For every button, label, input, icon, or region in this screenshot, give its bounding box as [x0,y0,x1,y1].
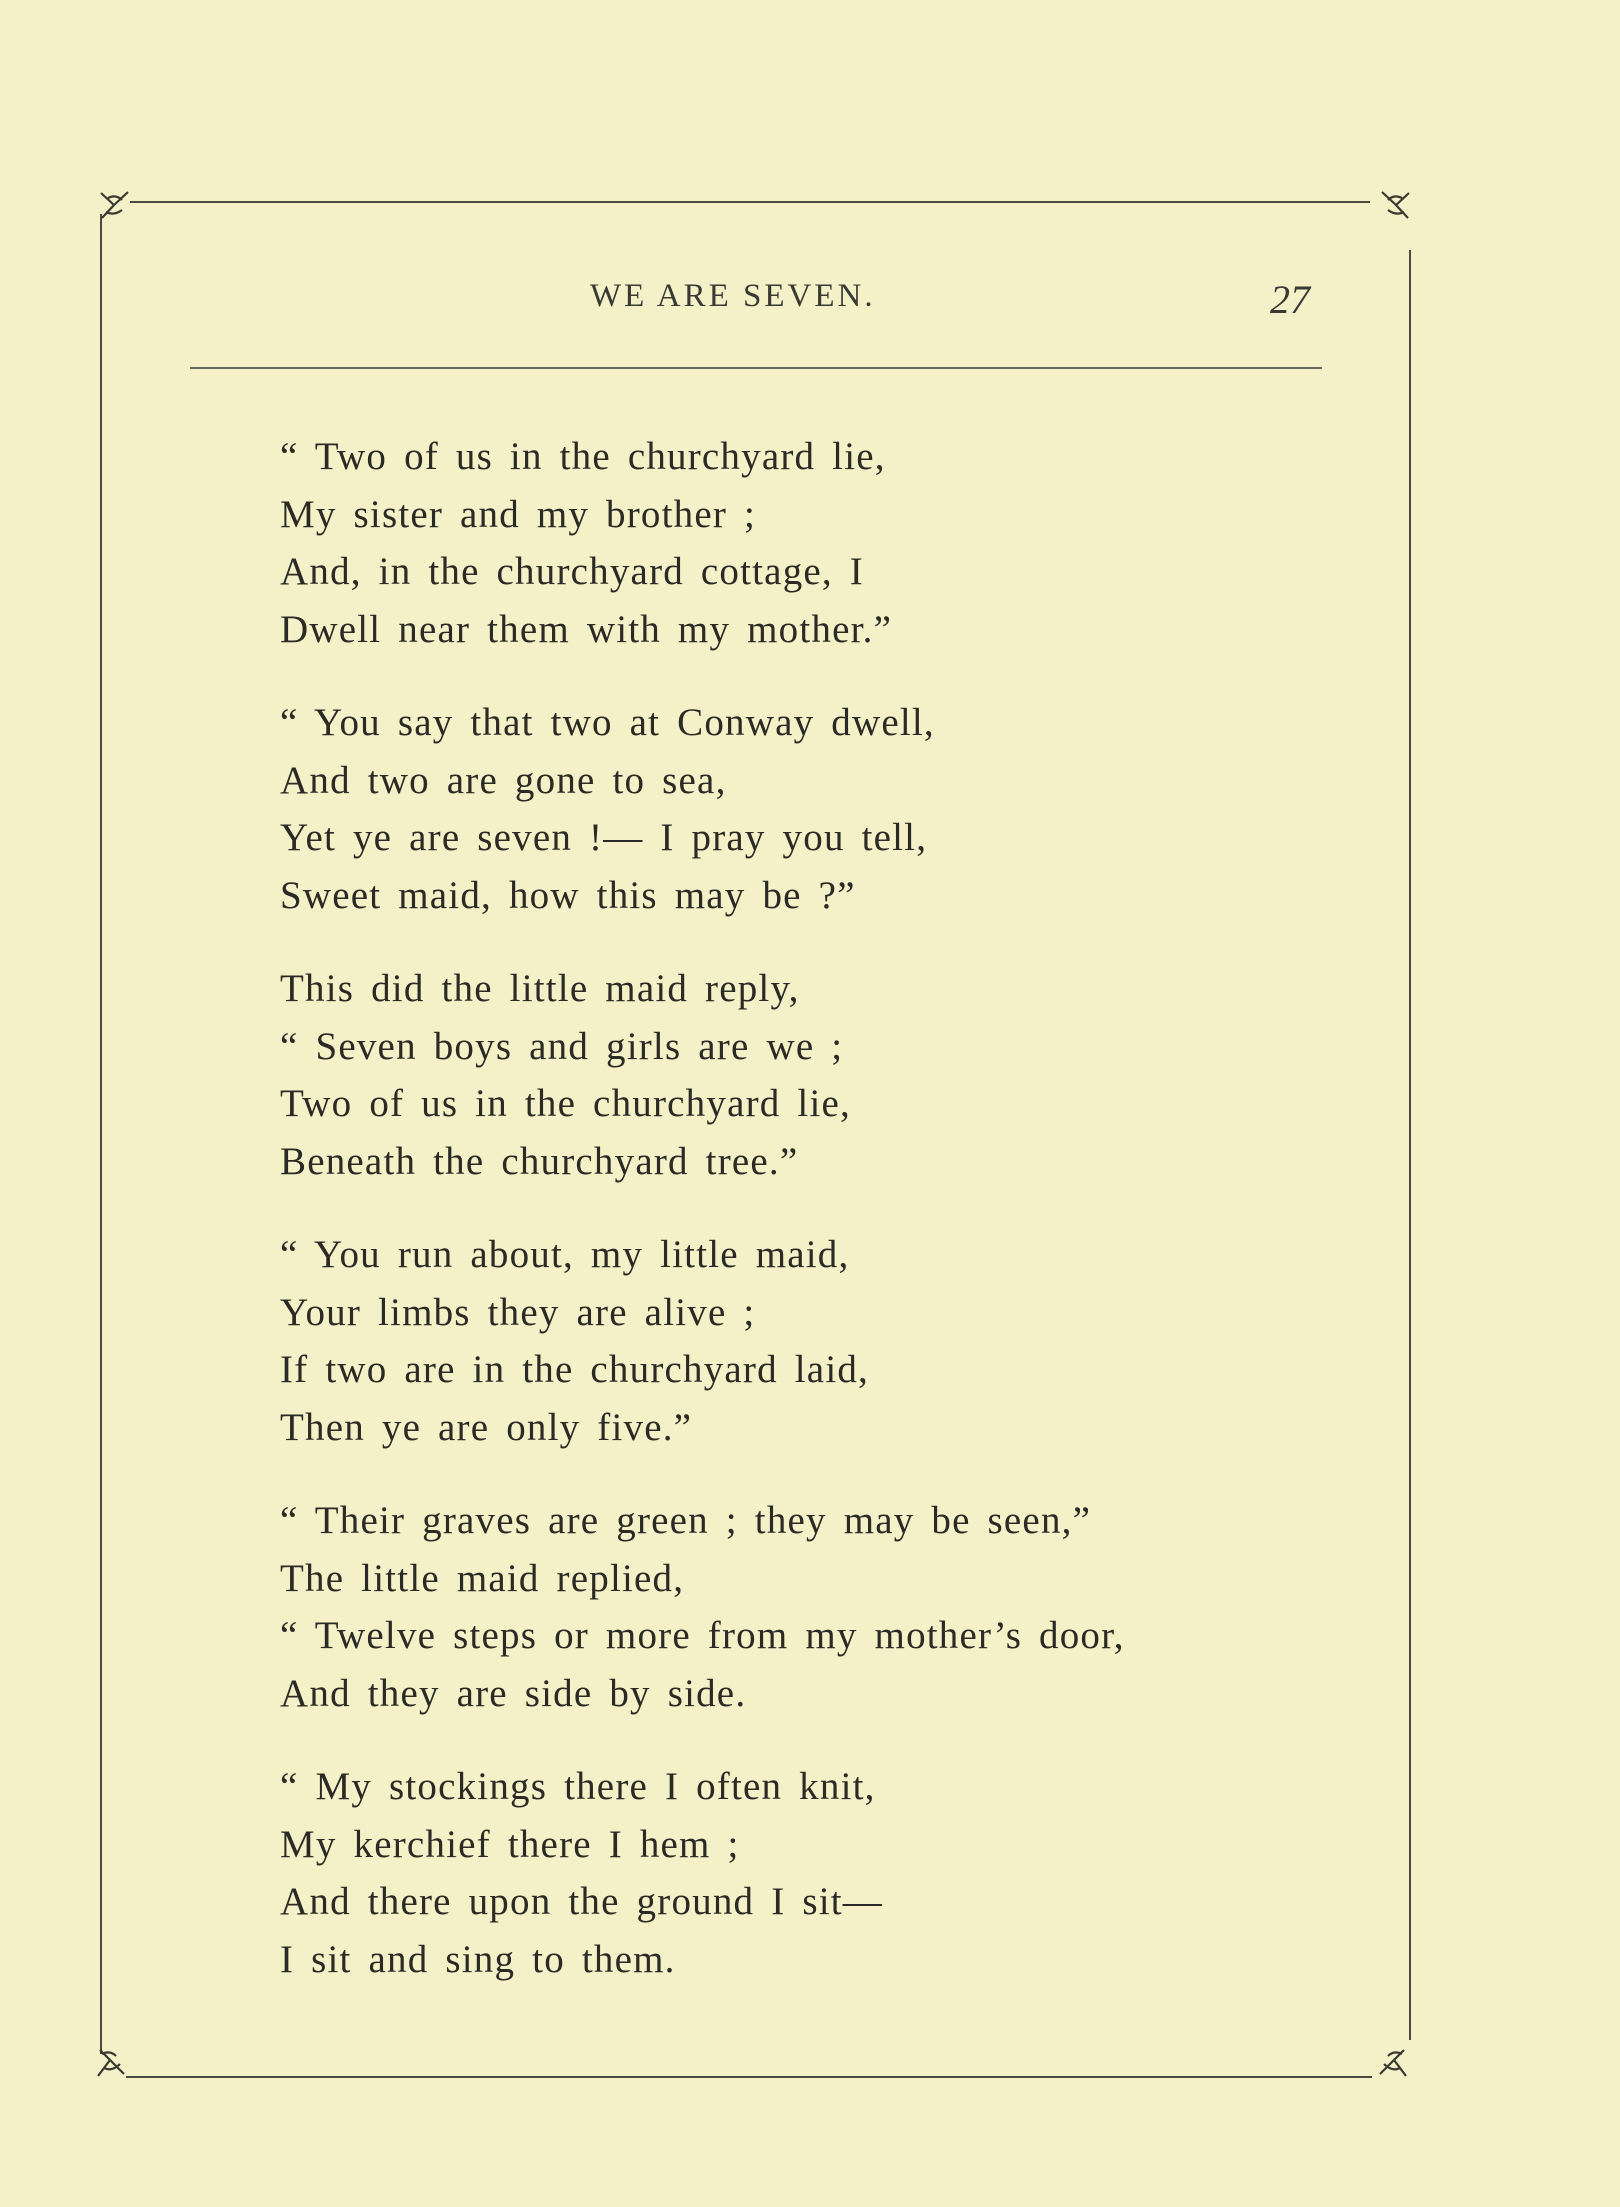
verse-line: Then ye are only five.” [280,1405,693,1449]
running-title: WE ARE SEVEN. [590,278,876,314]
verse-line: “ My stockings there I often knit, [280,1765,876,1808]
corner-ornament-top-left-icon [98,188,132,222]
frame-right-rule [1409,250,1411,2040]
verse-line: Dwell near them with my mother.” [280,607,893,651]
stanza [280,428,1280,658]
verse-line: My kerchief there I hem ; [280,1822,740,1866]
stanza [280,1492,1280,1722]
verse-line: “ You say that two at Conway dwell, [280,701,935,744]
verse-line: Sweet maid, how this may be ?” [280,873,856,917]
stanza [280,694,1280,924]
verse-line: Beneath the churchyard tree.” [280,1139,799,1183]
verse-line: “ Twelve steps or more from my mother’s door, [280,1614,1125,1657]
page-header [190,278,1320,338]
stanza [280,1758,1280,1988]
page-number: 27 [1270,277,1310,322]
verse-line: The little maid replied, [280,1556,685,1600]
verse-line: And two are gone to sea, [280,758,727,802]
verse-line: “ You run about, my little maid, [280,1233,850,1276]
header-rule [190,367,1322,369]
verse-line: This did the little maid reply, [280,967,800,1010]
verse-line: “ Seven boys and girls are we ; [280,1024,844,1068]
frame-top-rule [130,201,1370,203]
verse-line: “ Two of us in the churchyard lie, [280,435,886,478]
verse-line: Two of us in the churchyard lie, [280,1082,851,1125]
stanza [280,1226,1280,1456]
verse-line: Your limbs they are alive ; [280,1290,756,1334]
verse-line: If two are in the churchyard laid, [280,1348,869,1391]
frame-left-rule [100,214,102,2054]
verse-line: My sister and my brother ; [280,492,757,536]
frame-bottom-rule [126,2076,1372,2078]
verse-line: And they are side by side. [280,1671,747,1715]
verse-line: And there upon the ground I sit— [280,1880,883,1923]
verse-line: “ Their graves are green ; they may be seen,” [280,1499,1092,1542]
verse-line: I sit and sing to them. [280,1937,676,1981]
verse-line: Yet ye are seven !— I pray you tell, [280,816,928,859]
corner-ornament-bottom-right-icon [1376,2046,1410,2080]
verse-line: And, in the churchyard cottage, I [280,550,864,593]
stanza [280,960,1280,1190]
corner-ornament-bottom-left-icon [94,2046,128,2080]
poem-body [280,428,1280,2024]
corner-ornament-top-right-icon [1378,188,1412,222]
